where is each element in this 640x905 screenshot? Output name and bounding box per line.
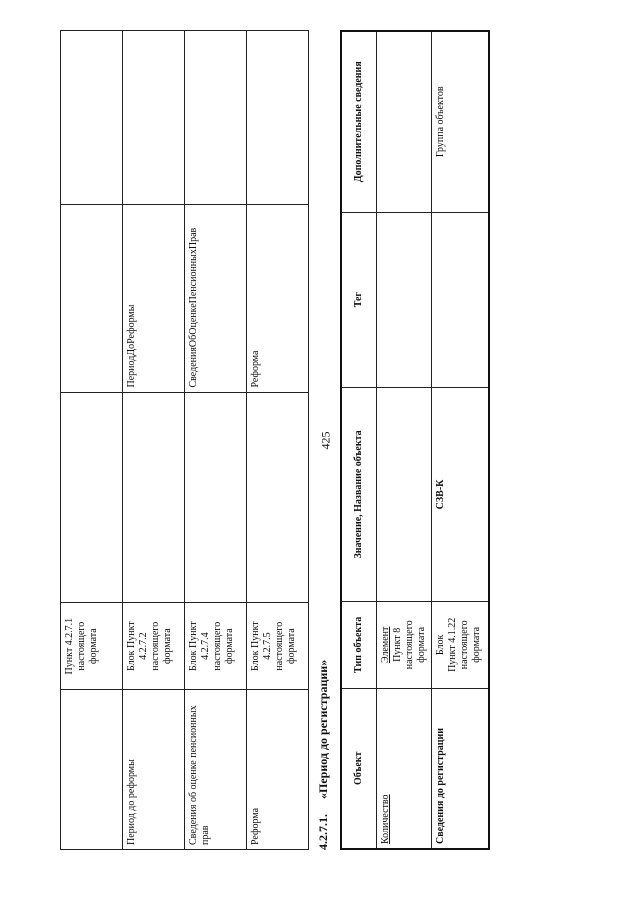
- table-row: [61, 31, 123, 850]
- header-object: Объект: [341, 688, 377, 849]
- cell-tag: [432, 212, 490, 387]
- cell-value: [61, 392, 123, 603]
- cell-type: Блок Пункт 4.2.7.4 настоящего формата: [185, 603, 247, 689]
- header-type: Тип объекта: [341, 602, 377, 688]
- cell-value: СЗВ-К: [432, 387, 490, 601]
- cell-object: Реформа: [247, 689, 309, 849]
- table-lower: [340, 30, 490, 850]
- cell-value: [247, 392, 309, 603]
- table-row: [432, 31, 490, 849]
- section-heading: [316, 660, 331, 850]
- cell-type-ref: Пункт 4.1.22 настоящего формата: [447, 617, 482, 672]
- section-number: 4.2.7.1.: [316, 814, 330, 850]
- cell-tag: ПериодДоРеформы: [123, 205, 185, 392]
- header-value: Значение, Название объекта: [341, 387, 377, 601]
- cell-type: Блок Пункт 4.2.7.5 настоящего формата: [247, 603, 309, 689]
- cell-tag: [377, 212, 432, 387]
- cell-additional: [123, 31, 185, 205]
- cell-type-kind: Элемент: [380, 626, 391, 664]
- cell-tag: [61, 205, 123, 392]
- table-row: [185, 31, 247, 850]
- cell-object: Период до реформы: [123, 689, 185, 849]
- cell-tag: Реформа: [247, 205, 309, 392]
- cell-value: [377, 387, 432, 601]
- cell-value: [123, 392, 185, 603]
- table-row: [123, 31, 185, 850]
- section-title: «Период до регистрации»: [316, 659, 330, 799]
- cell-object: Сведения до регистрации: [432, 688, 490, 849]
- header-additional: Дополнительные сведения: [341, 31, 377, 212]
- cell-additional: [247, 31, 309, 205]
- table-header-row: [341, 31, 377, 849]
- table-row: [377, 31, 432, 849]
- cell-type: [432, 602, 490, 688]
- cell-type-kind: Блок: [435, 634, 446, 656]
- cell-tag: СведенияОбОценкеПенсионныхПрав: [185, 205, 247, 392]
- cell-additional: [377, 31, 432, 212]
- cell-type: [377, 602, 432, 688]
- cell-value: [185, 392, 247, 603]
- cell-type-ref: Пункт 8 настоящего формата: [392, 620, 427, 670]
- table-upper: [60, 30, 309, 850]
- cell-additional: [185, 31, 247, 205]
- cell-additional: [61, 31, 123, 205]
- cell-object: [61, 689, 123, 849]
- cell-type: Пункт 4.2.7.1 настоящего формата: [61, 603, 123, 689]
- page-number: 425: [318, 431, 333, 450]
- cell-object: Количество: [377, 688, 432, 849]
- cell-type: Блок Пункт 4.2.7.2 настоящего формата: [123, 603, 185, 689]
- cell-object: Сведения об оценке пенсионных прав: [185, 689, 247, 849]
- header-tag: Тег: [341, 212, 377, 387]
- rotated-content: [60, 30, 560, 850]
- table-row: [247, 31, 309, 850]
- cell-additional: Группа объектов: [432, 31, 490, 212]
